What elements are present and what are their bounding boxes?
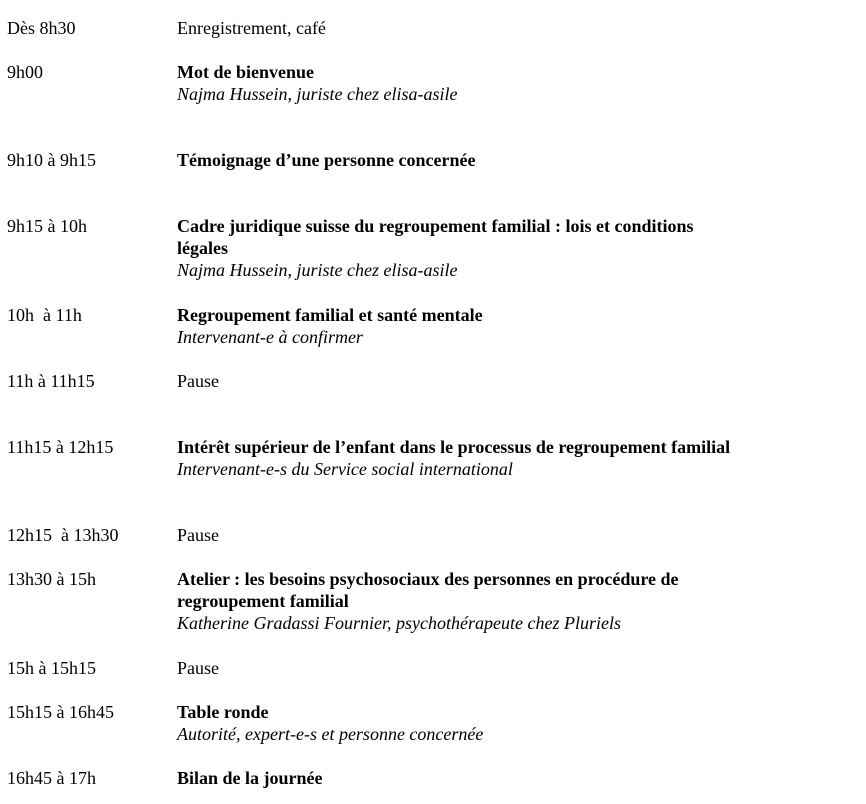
row-title: Regroupement familial et santé mentale	[177, 305, 483, 325]
row-time: 9h10 à 9h15	[7, 150, 96, 170]
schedule-row	[7, 215, 747, 281]
row-title: Pause	[177, 658, 219, 678]
schedule-row	[7, 436, 747, 480]
schedule-row	[7, 701, 747, 745]
row-time: Dès 8h30	[7, 18, 76, 38]
row-content	[177, 657, 747, 679]
row-title: Atelier : les besoins psychosociaux des personnes en procédure de regroupement familial	[177, 569, 679, 611]
row-content	[177, 215, 747, 281]
row-time: 11h15 à 12h15	[7, 437, 114, 457]
row-content	[177, 568, 747, 634]
row-title: Mot de bienvenue	[177, 62, 314, 82]
row-time: 11h à 11h15	[7, 371, 95, 391]
row-time: 9h15 à 10h	[7, 216, 87, 236]
row-content	[177, 701, 747, 745]
schedule-row	[7, 17, 747, 39]
row-time: 13h30 à 15h	[7, 569, 96, 589]
row-speaker: Autorité, expert-e-s et personne concernée	[177, 724, 484, 744]
row-time: 15h15 à 16h45	[7, 702, 114, 722]
row-time: 16h45 à 17h	[7, 768, 96, 788]
row-content	[177, 370, 747, 392]
row-title: Table ronde	[177, 702, 269, 722]
row-title: Pause	[177, 371, 219, 391]
schedule-row	[7, 149, 747, 171]
row-title: Pause	[177, 525, 219, 545]
schedule-row	[7, 524, 747, 546]
schedule-row	[7, 370, 747, 392]
row-content	[177, 767, 747, 789]
schedule-row	[7, 767, 747, 789]
row-speaker: Intervenant-e à confirmer	[177, 327, 363, 347]
row-title: Intérêt supérieur de l’enfant dans le processus de regroupement familial	[177, 437, 731, 457]
row-speaker: Najma Hussein, juriste chez elisa-asile	[177, 84, 458, 104]
row-title: Cadre juridique suisse du regroupement familial : lois et conditions légales	[177, 216, 694, 258]
row-title: Témoignage d’une personne concernée	[177, 150, 476, 170]
schedule-row	[7, 568, 747, 634]
row-time: 9h00	[7, 62, 43, 82]
row-content	[177, 149, 747, 171]
row-speaker: Katherine Gradassi Fournier, psychothérapeute chez Pluriels	[177, 613, 621, 633]
schedule-row	[7, 657, 747, 679]
row-content	[177, 61, 747, 105]
row-speaker: Intervenant-e-s du Service social international	[177, 459, 513, 479]
schedule-row	[7, 304, 747, 348]
row-content	[177, 436, 747, 480]
row-content	[177, 17, 747, 39]
schedule-row	[7, 61, 747, 105]
row-time: 12h15 à 13h30	[7, 525, 119, 545]
row-time: 15h à 15h15	[7, 658, 96, 678]
row-time: 10h à 11h	[7, 305, 82, 325]
row-title: Bilan de la journée	[177, 768, 323, 788]
row-title: Enregistrement, café	[177, 18, 326, 38]
row-content	[177, 524, 747, 546]
row-speaker: Najma Hussein, juriste chez elisa-asile	[177, 260, 458, 280]
row-content	[177, 304, 747, 348]
